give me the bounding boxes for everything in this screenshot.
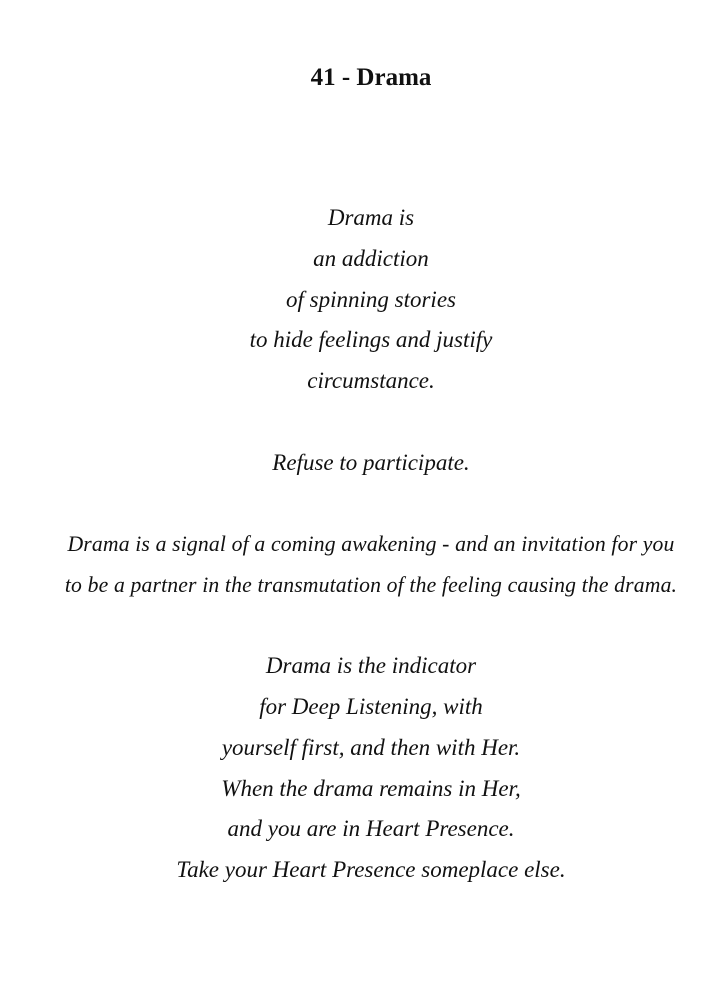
poem-line: Refuse to participate. [272, 449, 470, 475]
poem-line: Take your Heart Presence someplace else. [176, 857, 566, 882]
stanza-spacer [0, 606, 727, 647]
stanza-spacer [0, 402, 727, 443]
poem-line: to be a partner in the transmutation of the feeling causing the drama. [64, 572, 678, 597]
stanza-1 [0, 198, 727, 402]
poem-line: of spinning stories [286, 286, 456, 312]
stanza-2 [0, 443, 727, 484]
poem-line: yourself first, and then with Her. [221, 734, 521, 760]
poem-body [0, 198, 727, 891]
poem-line: an addiction [313, 245, 429, 271]
poem-line: Drama is [327, 205, 415, 230]
poem-line: Drama is the indicator [265, 653, 477, 679]
poem-line: Drama is a signal of a coming awakening - and an invitation for you [67, 532, 675, 556]
poem-line: circumstance. [307, 368, 435, 393]
page-title: 41 - Drama [310, 64, 432, 91]
stanza-spacer [0, 483, 727, 524]
stanza-4 [0, 646, 727, 891]
poem-line: for Deep Listening, with [259, 694, 483, 719]
poem-line: to hide feelings and justify [249, 327, 493, 353]
stanza-3 [0, 524, 727, 606]
poem-line: and you are in Heart Presence. [227, 816, 515, 842]
poem-line: When the drama remains in Her, [221, 775, 521, 801]
